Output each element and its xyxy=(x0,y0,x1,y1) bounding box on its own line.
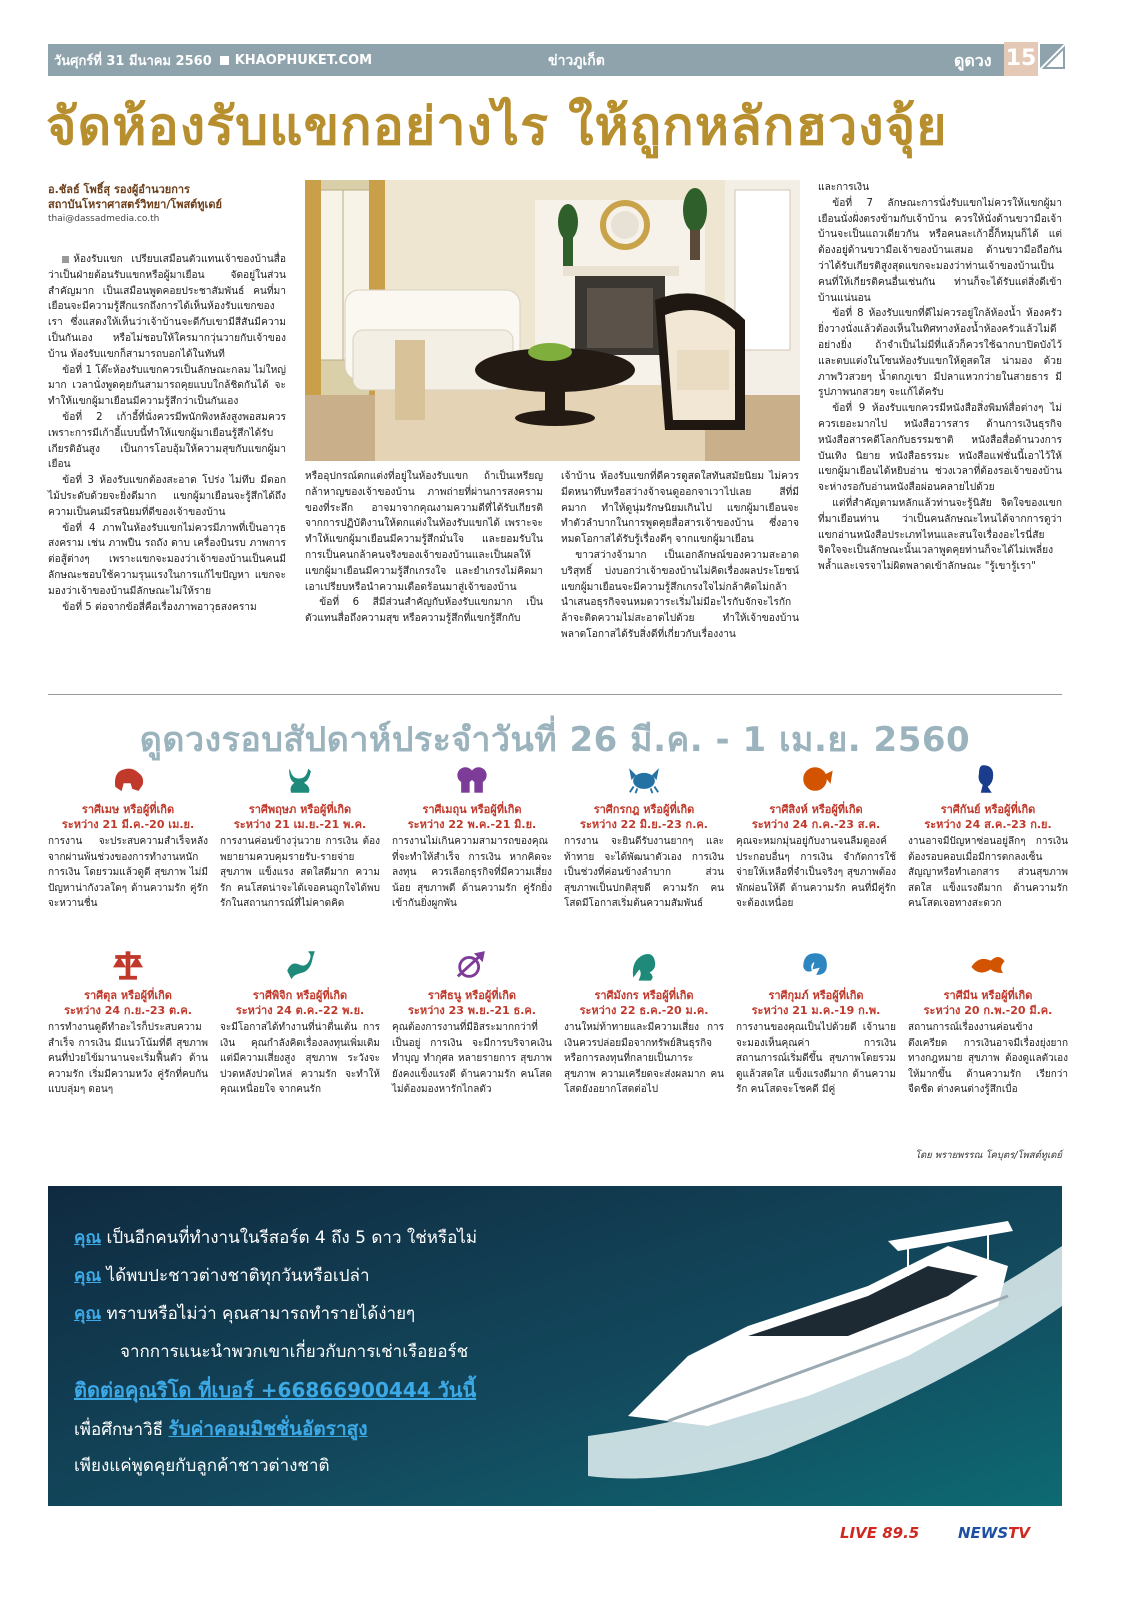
ad-highlight: คุณ xyxy=(74,1228,102,1248)
capricorn-icon xyxy=(625,948,663,982)
ad-contact-line[interactable]: ติดต่อคุณริโด ที่เบอร์ +66866900444 วันนี้ xyxy=(74,1378,477,1402)
paragraph: หรืออุปกรณ์ตกแต่งที่อยู่ในห้องรับแขก ถ้าเป็นเหรียญกล้าหาญของเจ้าของบ้าน ภาพถ่ายที่ผ่านการสงคราม ของที่ระลึก อาจมาจากคุณงามความดีที่ได้รับเกียรติจากการปฏิบัติงานให้ตกแต่งในห้องรับแขกได้ เพราะจะทำให้แขกผู้มาเยือนมีความรู้สึกมั่นใจ และยอมรับในการเป็นคนกล้าคนจริงของเจ้าของบ้านและเป็นผลให้แขกผู้มาเยือนมีความรู้สึกเกรงใจ และยำเกรงไม่คิดมาเอาเปรียบหรือนำความเดือดร้อนมาสู่เจ้าของบ้าน xyxy=(305,471,543,593)
zodiac-forecast: งานอาจมีปัญหาซ่อนอยู่ลึกๆ การเงิน ต้องรอบคอบเมื่อมีการตกลงเซ็นสัญญาหรือทำเอกสาร ส่วนสุขภาพ สดใส แข็งแรงดีมาก ด้านความรัก คนโสดเจอทางสะดวก xyxy=(908,836,1068,909)
zodiac-forecast: การงาน จะยินดีรับงานยากๆ และท้าทาย จะได้พัฒนาตัวเอง การเงิน เป็นช่วงที่ค่อนข้างลำบาก ส่วนสุขภาพเป็นปกติสุขดี ความรัก คนโสดมีโอกาสเริ่มต้นความสัมพันธ์ xyxy=(564,836,724,909)
brand-logo: ข่าวภูเก็ต xyxy=(548,53,605,69)
pisces-icon xyxy=(969,948,1007,982)
yacht-charter-ad xyxy=(48,1186,1062,1506)
square-bullet-icon xyxy=(62,256,69,263)
ad-text: ทราบหรือไม่ว่า คุณสามารถทำรายได้ง่ายๆ xyxy=(101,1304,416,1324)
zodiac-card xyxy=(908,948,1068,1095)
header-bar xyxy=(48,44,1038,76)
corner-triangle-icon xyxy=(1040,44,1064,68)
ad-text: ได้พบปะชาวต่างชาติทุกวันหรือเปล่า xyxy=(101,1266,370,1286)
horoscope-title: ดูดวงรอบสัปดาห์ประจำวันที่ 26 มี.ค. - 1 เม.ย. 2560 xyxy=(139,720,971,760)
page-number: 15 xyxy=(1004,42,1038,76)
logo-text: NEWS xyxy=(958,1524,1009,1542)
zodiac-date-range: ระหว่าง 22 พ.ค.-21 มิ.ย. xyxy=(407,818,537,831)
author-email: thai@dassadmedia.co.th xyxy=(48,214,160,224)
taurus-icon xyxy=(281,762,319,796)
gemini-icon xyxy=(453,762,491,796)
news-tv-logo xyxy=(958,1524,1030,1542)
ad-text: เพื่อศึกษาวิธี xyxy=(74,1420,169,1440)
article-column-1 xyxy=(48,252,286,670)
author-name: อ.ชัลธ์ โพธิ์สุ รองผู้อำนวยการ xyxy=(48,183,190,196)
paragraph: ข้อที่ 9 ห้องรับแขกควรมีหนังสือสิ่งพิมพ์สื่อต่างๆ ไม่ควรเยอะมากไป หนังสือวารสาร ด้านการเงินธุรกิจ หนังสือสารคดีโลกกับธรรมชาติ หนังสือสื่อด้านวงการบันเทิง นิยาย หนังสือธรรมะ หนังสือแฟชั่นนี้เอาไว้ให้แขกผู้มาเยือนได้หยิบอ่าน ช่วงเวลาที่ต้องรอเจ้าของบ้านจะห่างรอกับอ่านหนังสือผ่อนคลายไปด้วย xyxy=(818,403,1062,494)
zodiac-name: ราศีสิงห์ หรือผู้ที่เกิด xyxy=(769,803,863,816)
ad-line-4: จากการแนะนำพวกเขาเกี่ยวกับการเช่าเรือยอร์ช xyxy=(120,1342,469,1362)
zodiac-card xyxy=(392,762,552,909)
zodiac-name: ราศีเมถุน หรือผู้ที่เกิด xyxy=(422,803,522,816)
byline xyxy=(48,182,288,226)
paragraph: ข้อที่ 3 ห้องรับแขกต้องสะอาด โปร่ง ไม่ทึบ มีดอกไม้ประดับด้วยจะยิ่งดีมาก แขกผู้มาเยือนจะรู้สึกได้ถึงความเป็นคนมีรสนิยมที่ดีของเจ้าของบ้าน xyxy=(48,475,286,518)
scorpio-icon xyxy=(281,948,319,982)
paragraph: เจ้าบ้าน ห้องรับแขกที่ดีควรดูสดใสทันสมัยนิยม ไม่ควรมีตหนาทึบหรือสว่างจ้าจนดูออกจาเวาไปเลย สีที่มีคมาก ทำให้ดูนุ่มรักษนิยมเกินไป แขกผู้มาเยือนจะทำตัวลำบากในการพูดคุยสื่อสารเจ้าของบ้าน ซึ่งอาจหมดโอกาสได้รับรู้เรื่องดีๆ จากแขกผู้มาเยือน xyxy=(561,471,799,546)
section-name: ดูดวง xyxy=(954,51,992,70)
article-headline: จัดห้องรับแขกอย่างไร ให้ถูกหลักฮวงจุ้ย xyxy=(46,97,948,157)
ad-line-6 xyxy=(74,1414,367,1444)
ad-line-7: เพียงแค่พูดคุยกับลูกค้าชาวต่างชาติ xyxy=(74,1456,330,1476)
aries-icon xyxy=(109,762,147,796)
article-column-4 xyxy=(818,180,1062,670)
zodiac-forecast: คุณต้องการงานที่มีอิสระมากกว่าที่เป็นอยู่ การเงิน จะมีการบริจาคเงิน ทำบุญ ทำกุศล หลายรายการ สุขภาพ ยังคงแข็งแรงดี ด้านความรัก คนโสดไม่ต้องมองหารักไกลตัว xyxy=(392,1022,552,1095)
paragraph: ข้อที่ 6 สีมีส่วนสำคัญกับห้องรับแขกมาก เป็นตัวแทนสื่อถึงความสุข หรือความรู้สึกที่แขกรู้สึกกับ xyxy=(305,597,543,625)
paragraph: ข้อที่ 5 ต่อจากข้อสี่คือเรื่องภาพอาวุธสงคราม xyxy=(62,601,257,613)
zodiac-name: ราศีกรกฎ หรือผู้ที่เกิด xyxy=(593,803,695,816)
ad-text: เป็นอีกคนที่ทำงานในรีสอร์ต 4 ถึง 5 ดาว ใช่หรือไม่ xyxy=(101,1228,478,1248)
logo-text: TV xyxy=(1008,1524,1030,1542)
zodiac-forecast: การงาน จะประสบความสำเร็จหลังจากผ่านพ้นช่วงของการทำงานหนัก การเงิน โดยรวมแล้วดูดี สุขภาพ ไม่มีปัญหาน่ากังวลใดๆ ด้านความรัก คู่รักจะหวานชื่น xyxy=(48,836,208,909)
zodiac-card xyxy=(564,762,724,909)
zodiac-date-range: ระหว่าง 21 เม.ย.-21 พ.ค. xyxy=(233,818,367,831)
issue-date: วันศุกร์ที่ 31 มีนาคม 2560 xyxy=(54,53,212,69)
zodiac-name: ราศีกันย์ หรือผู้ที่เกิด xyxy=(940,803,1036,816)
zodiac-date-range: ระหว่าง 24 ก.ค.-23 ส.ค. xyxy=(751,818,881,831)
cancer-icon xyxy=(625,762,663,796)
paragraph: ขาวสว่างจ้ามาก เป็นเอกลักษณ์ของความสะอาด บริสุทธิ์ บ่งบอกว่าเจ้าของบ้านไม่คิดเรื่องผลประโยชน์ แขกผู้มาเยือนจะมีความรู้สึกเกรงใจไม่กล้าคิดไม่กล้านำเสนอธุรกิจจนหมดวาระเริ่มไม่มีอะไรกับจักจะไรกักล้าจะติดความไม่สะอาดไปด้วย ทำให้เจ้าของบ้านพลาดโอกาสได้รับสิ่งดีที่เกี่ยวกับเรื่องงาน xyxy=(561,549,799,640)
paragraph: ห้องรับแขก เปรียบเสมือนตัวแทนเจ้าของบ้านสื่อว่าเป็นฝ่ายต้อนรับแขกหรือผู้มาเยือน จัดอยู่ในส่วนสำคัญมาก เป็นเสมือนพูดคอยประชาสัมพันธ์ คนที่มาเยือนจะมีความรู้สึกแรกถึงการได้เห็นห้องรับแขกของเรา ซึ่งแสดงให้เห็นว่าเจ้าบ้านจะดีกับเขามีสีสันมีความเป็นกันเอง หรือไม่ชอบให้ใครมากวุ่นวายกับเจ้าของบ้าน ห้องรับแขกก็สามารถบอกได้ในทันที xyxy=(48,254,286,360)
zodiac-date-range: ระหว่าง 24 ก.ย.-23 ต.ค. xyxy=(64,1004,192,1017)
zodiac-forecast: จะมีโอกาสได้ทำงานที่น่าตื่นเต้น การเงิน คุณกำลังคิดเรื่องลงทุนเพิ่มเติม แต่มีความเสี่ยงสูง สุขภาพ ระวังจะปวดหลังปวดไหล่ ความรัก จะทำให้คุณเหนื่อยใจ จากคนรัก xyxy=(220,1022,380,1095)
zodiac-card xyxy=(908,762,1068,909)
zodiac-card xyxy=(564,948,724,1095)
paragraph: ข้อที่ 8 ห้องรับแขกที่ดีไม่ควรอยู่ใกล้ห้องน้ำ ห้องครัว ยิ่งวางนั่งแล้วต้องเห็นในทิศทางห้องน้ำห้องครัวแล้วไม่ดีอย่างยิ่ง ถ้าจำเป็นไม่มีที่แล้วก็ควรใช้ฉากบาปิดบังไว้ และตบแต่งในโซนห้องรับแขกให้ดูสดใส น่ามอง ด้วยภาพวิวสวยๆ น้ำตกภูเขา มีปลาแหวกว่ายในสายธาร มีรูปภาพนกสวยๆ จะแก้ได้ครับ xyxy=(818,308,1062,399)
article-column-3 xyxy=(561,469,799,670)
horoscope-credit: โดย พรายพรรณ โคบุตร/โพสต์ทูเดย์ xyxy=(915,1150,1062,1161)
paragraph: ข้อที่ 4 ภาพในห้องรับแขกไม่ควรมีภาพที่เป็นอาวุธสงคราม เช่น ภาพปืน รถถัง ดาบ เครื่องบินรบ ภาพการต่อสู้ต่างๆ เพราะแขกจะมองว่าเจ้าของบ้านเป็นคนมีลักษณะชอบใช้ความรุนแรงในการแก้ไขปัญหา แขกจะมองว่าเจ้าของบ้านมีลักษณะไม่ให้ราย xyxy=(48,522,286,597)
paragraph: ข้อที่ 7 ลักษณะการนั่งรับแขกไม่ควรให้แขกผู้มาเยือนนั่งฝั่งตรงข้ามกับเจ้าบ้าน ควรให้นั่งด้านขวามือเจ้าบ้านจะเป็นแถวเดียวกัน หรือคนละเก้าอี้ก็หมุนก็ได้ แต่ต้องอยู่ด้านขวามือเจ้าของบ้านเสมอ ด้านขวามือถือกันว่าได้รับเกียรติสูงสุดแขกจะมองว่าท่านเจ้าของบ้านเป็นคนที่ให้เกียรติคนอื่นเช่นกัน ท่านก็จะได้รับแต่สิ่งดีเข้าบ้านแน่นอน xyxy=(818,197,1062,304)
zodiac-date-range: ระหว่าง 22 มิ.ย.-23 ก.ค. xyxy=(580,818,708,831)
live-radio-logo xyxy=(840,1524,919,1542)
zodiac-name: ราศีพฤษภ หรือผู้ที่เกิด xyxy=(248,803,352,816)
zodiac-card xyxy=(220,948,380,1095)
zodiac-card xyxy=(736,948,896,1095)
leo-icon xyxy=(797,762,835,796)
zodiac-name: ราศีเมษ หรือผู้ที่เกิด xyxy=(81,803,175,816)
paragraph: ข้อที่ 2 เก้าอี้ที่นั่งควรมีพนักพิงหลังสูงพอสมควร เพราะการมีเก้าอี้แบบนี้ทำให้แขกผู้มาเยือนรู้สึกได้รับเกียรติอันสูง เป็นการโอบอุ้มให้ความสุขกับแขกผู้มาเยือน xyxy=(48,411,286,471)
libra-icon xyxy=(109,948,147,982)
site-name: KHAOPHUKET.COM xyxy=(234,52,373,68)
paragraph: และการเงิน xyxy=(818,182,870,193)
ad-highlight: คุณ xyxy=(74,1304,102,1324)
footer-logos xyxy=(840,1520,1062,1550)
zodiac-card xyxy=(736,762,896,909)
zodiac-forecast: การงานค่อนข้างวุ่นวาย การเงิน ต้องพยายามควบคุมรายรับ-รายจ่าย สุขภาพ แข็งแรง สดใสดีมาก ความรัก คนโสดน่าจะได้เจอคนถูกใจได้พบรักในสถานการณ์ที่ไม่คาดคิด xyxy=(220,836,380,909)
zodiac-date-range: ระหว่าง 21 มี.ค.-20 เม.ย. xyxy=(61,818,195,831)
zodiac-card xyxy=(220,762,380,909)
logo-number: 89.5 xyxy=(882,1524,920,1542)
zodiac-name: ราศีพิจิก หรือผู้ที่เกิด xyxy=(252,989,348,1002)
aquarius-icon xyxy=(797,948,835,982)
zodiac-date-range: ระหว่าง 23 พ.ย.-21 ธ.ค. xyxy=(408,1004,536,1017)
ad-line-2 xyxy=(74,1262,370,1289)
zodiac-date-range: ระหว่าง 24 ต.ค.-22 พ.ย. xyxy=(235,1004,365,1017)
paragraph: ข้อที่ 1 โต๊ะห้องรับแขกควรเป็นลักษณะกลม ไม่ใหญ่มาก เวลานั่งพูดคุยกันสามารถคุยแบบใกล้ชิดกันได้ จะทำให้แขกผู้มาเยือนมีความรู้สึกว่าเป็นกันเอง xyxy=(48,364,286,408)
ad-highlight: รับค่าคอมมิชชั่นอัตราสูง xyxy=(168,1418,368,1440)
section-divider xyxy=(48,694,1062,695)
zodiac-card xyxy=(48,948,208,1095)
ad-line-3 xyxy=(74,1300,415,1327)
zodiac-forecast: งานใหม่ท้าทายและมีความเสี่ยง การเงินควรปล่อยมือจากทรัพย์สินธุรกิจหรือการลงทุนที่กลายเป็นภาระ สุขภาพ ความเครียดจะส่งผลมาก คนโสดยังอยากโสดต่อไป xyxy=(564,1022,724,1095)
zodiac-forecast: สถานการณ์เรื่องงานค่อนข้างตึงเครียด การเงินอาจมีเรื่องยุ่งยากทางกฎหมาย สุขภาพ ต้องดูแลตัวเองให้มากขึ้น ด้านความรัก เรียกว่าจืดชืด ต่างคนต่างรู้สึกเบื่อ xyxy=(908,1022,1068,1095)
logo-text: LIVE xyxy=(840,1524,877,1542)
zodiac-name: ราศีกุมภ์ หรือผู้ที่เกิด xyxy=(768,989,864,1002)
zodiac-forecast: การงานไม่เกินความสามารถของคุณที่จะทำให้สำเร็จ การเงิน หากคิดจะลงทุน ควรเลือกธุรกิจที่มีความเสี่ยงน้อย สุขภาพดี ด้านความรัก คู่รักยิ่งเข้ากันยิ่งผูกพัน xyxy=(392,836,552,909)
zodiac-card xyxy=(48,762,208,909)
zodiac-forecast: การงานของคุณเป็นไปด้วยดี เจ้านายจะมองเห็นคุณค่า การเงิน สถานการณ์เริ่มดีขึ้น สุขภาพโดยรวมดูแล้วสดใส แข็งแรงดีมาก ด้านความรัก คนโสดจะโชคดี มีคู่ xyxy=(736,1022,896,1095)
zodiac-card xyxy=(392,948,552,1095)
living-room-photo xyxy=(305,180,800,461)
paragraph: แต่ที่สำคัญตามหลักแล้วท่านจะรู้นิสัย จิตใจของแขกที่มาเยือนท่าน ว่าเป็นคนลักษณะไหนได้จากการดูว่าแขกอ่านหนังสือประเภทไหนและสนใจเรื่องอะไรนี่สัย จิตใจจะเป็นลักษณะนั้นเวลาพูดคุยท่านก็จะได้ไม่เพลี่ยงพล้ำและเจรจาไม่ผิดพลาดเข้าลักษณะ "รู้เขารู้เรา" xyxy=(818,497,1062,573)
zodiac-date-range: ระหว่าง 21 ม.ค.-19 ก.พ. xyxy=(751,1004,881,1017)
zodiac-name: ราศีธนู หรือผู้ที่เกิด xyxy=(427,989,517,1002)
ad-highlight: คุณ xyxy=(74,1266,102,1286)
ad-line-1 xyxy=(74,1224,477,1251)
living-room-illustration xyxy=(305,180,800,461)
square-bullet-icon xyxy=(220,56,229,65)
zodiac-date-range: ระหว่าง 24 ส.ค.-23 ก.ย. xyxy=(924,818,1052,831)
zodiac-date-range: ระหว่าง 20 ก.พ.-20 มี.ค. xyxy=(923,1004,1053,1017)
zodiac-name: ราศีมีน หรือผู้ที่เกิด xyxy=(943,989,1033,1002)
zodiac-date-range: ระหว่าง 22 ธ.ค.-20 ม.ค. xyxy=(579,1004,709,1017)
zodiac-forecast: การทำงานดูดีทำอะไรก็ประสบความสำเร็จ การเงิน มีแนวโน้มที่ดี สุขภาพ คนที่ป่วยไข้มานานจะเริ่มฟื้นตัว ด้านความรัก เริ่มมีความหวัง คู่รักที่คบกันแบบลุ่มๆ ดอนๆ xyxy=(48,1022,208,1095)
sagittarius-icon xyxy=(453,948,491,982)
zodiac-name: ราศีตุล หรือผู้ที่เกิด xyxy=(84,989,172,1002)
zodiac-name: ราศีมังกร หรือผู้ที่เกิด xyxy=(594,989,694,1002)
virgo-icon xyxy=(969,762,1007,796)
article-column-2 xyxy=(305,469,543,670)
zodiac-forecast: คุณจะหมกมุ่นอยู่กับงานจนลืมดูองค์ประกอบอื่นๆ การเงิน จำกัดการใช้จ่ายให้เหลือที่จำเป็นจริงๆ สุขภาพต้องพักผ่อนให้ดี ด้านความรัก คนที่มีคู่รักจะต้องเหนื่อย xyxy=(736,836,896,909)
author-org: สถาบันโหราศาสตร์วิทยา/โพสต์ทูเดย์ xyxy=(48,198,222,211)
